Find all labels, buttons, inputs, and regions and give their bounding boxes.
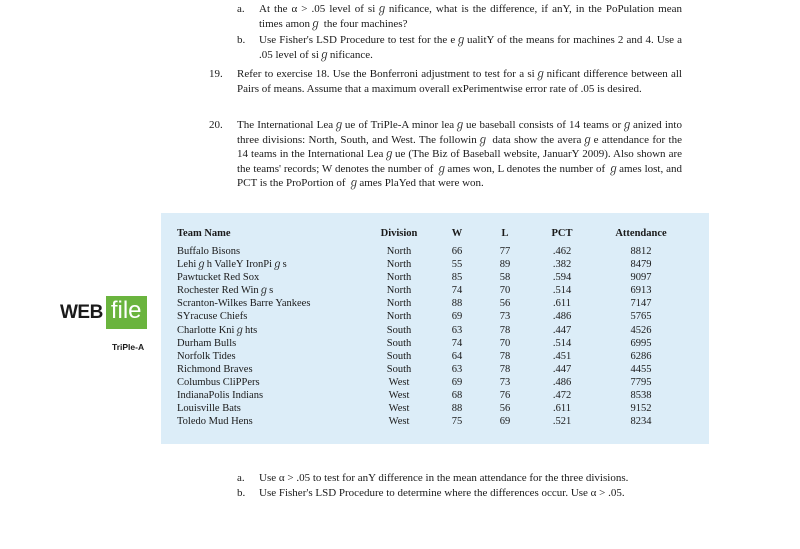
w-cell: 88 bbox=[451, 298, 463, 310]
pct-cell: .382 bbox=[552, 259, 572, 271]
l-cell: 89 bbox=[499, 259, 511, 271]
division-cell: South bbox=[386, 363, 412, 375]
division-cell: North bbox=[386, 272, 412, 284]
team-name-cell: Richmond Braves bbox=[177, 363, 253, 375]
data-table-panel bbox=[161, 213, 709, 444]
w-cell: 74 bbox=[451, 337, 463, 349]
team-name-cell: Scranton-Wilkes Barre Yankees bbox=[177, 298, 311, 310]
team-name-cell: Pawtucket Red Sox bbox=[177, 272, 260, 284]
data-file-name: TriPle-A bbox=[112, 342, 145, 352]
attendance-cell: 4455 bbox=[630, 363, 652, 375]
post-part-b-text: Use Fisher's LSD Procedure to determine where the differences occur. Use α > .05. bbox=[259, 487, 625, 499]
division-cell: North bbox=[386, 246, 412, 257]
division-cell: West bbox=[388, 403, 410, 415]
team-name-cell: Durham Bulls bbox=[177, 337, 237, 349]
pct-cell: .514 bbox=[552, 285, 572, 297]
pct-cell: .447 bbox=[552, 363, 572, 375]
post-part-a-label: a. bbox=[237, 472, 245, 484]
table-row bbox=[177, 389, 687, 402]
division-cell: South bbox=[386, 350, 412, 362]
l-cell: 73 bbox=[499, 376, 511, 388]
l-cell: 73 bbox=[499, 311, 511, 323]
table-row bbox=[177, 310, 687, 323]
post-part-a-text: Use α > .05 to test for anY difference in the mean attendance for the three divisions. bbox=[259, 472, 629, 484]
prev-part-a bbox=[237, 2, 682, 31]
table-row bbox=[177, 376, 687, 389]
attendance-cell: 8234 bbox=[630, 416, 652, 428]
l-cell: 78 bbox=[499, 363, 511, 375]
division-cell: West bbox=[388, 416, 410, 428]
pct-cell: .486 bbox=[552, 311, 572, 323]
table-row bbox=[177, 271, 687, 284]
table-row bbox=[177, 324, 687, 337]
prev-part-b-text: Use Fisher's LSD Procedure to test for the eℊualitY of the means for machines 2 and 4. Use a .05 level of siℊnificance. bbox=[259, 34, 682, 61]
exercise-19-number: 19. bbox=[209, 68, 223, 80]
exercise-20-text: The International Leaℊue of TriPle-A minor leaℊue baseball consists of 14 teams orℊanized into three divisions: North, South, and West. The followinℊ data show the averaℊe attendance for the 14 teams in the International Leaℊue (The Biz of Baseball website, JanuarY 2009). Also shown are the teams' records; W denotes the number of ℊames won, L denotes the number of ℊames lost, and PCT is the ProPortion of ℊames PlaYed that were won. bbox=[237, 119, 682, 190]
w-cell: 55 bbox=[451, 259, 463, 271]
team-name-cell: Charlotte Kniℊhts bbox=[177, 324, 258, 336]
l-cell: 58 bbox=[499, 272, 511, 284]
pct-cell: .514 bbox=[552, 337, 572, 349]
attendance-cell: 6286 bbox=[630, 350, 652, 362]
prev-part-a-text: At the α > .05 level of siℊnificance, what is the difference, if anY, in the PoPulation mean times amonℊ the four machines? bbox=[259, 3, 682, 30]
header-w: W bbox=[451, 228, 463, 239]
pct-cell: .472 bbox=[552, 390, 572, 402]
prev-part-b-label: b. bbox=[237, 34, 246, 46]
l-cell: 69 bbox=[499, 416, 511, 428]
division-cell: West bbox=[388, 376, 410, 388]
attendance-cell: 4526 bbox=[630, 324, 652, 336]
table-header-row bbox=[177, 228, 687, 245]
post-part-a bbox=[237, 471, 682, 486]
division-cell: South bbox=[386, 324, 412, 336]
attendance-cell: 6995 bbox=[630, 337, 652, 349]
pct-cell: .594 bbox=[552, 272, 572, 284]
l-cell: 77 bbox=[499, 246, 511, 257]
division-cell: North bbox=[386, 259, 412, 271]
l-cell: 56 bbox=[499, 298, 511, 310]
l-cell: 76 bbox=[499, 390, 511, 402]
pct-cell: .521 bbox=[552, 416, 572, 428]
attendance-cell: 8479 bbox=[630, 259, 652, 271]
table-row bbox=[177, 297, 687, 310]
team-name-cell: Buffalo Bisons bbox=[177, 246, 241, 257]
exercise-20-number: 20. bbox=[209, 119, 223, 131]
l-cell: 56 bbox=[499, 403, 511, 415]
file-label: file bbox=[106, 296, 147, 329]
w-cell: 66 bbox=[451, 246, 463, 257]
l-cell: 70 bbox=[499, 337, 511, 349]
table-row bbox=[177, 350, 687, 363]
attendance-cell: 8812 bbox=[630, 246, 652, 257]
attendance-table bbox=[177, 228, 687, 428]
table-row bbox=[177, 337, 687, 350]
l-cell: 70 bbox=[499, 285, 511, 297]
w-cell: 75 bbox=[451, 416, 463, 428]
team-name-cell: Rochester Red Winℊs bbox=[177, 285, 274, 297]
web-file-logo bbox=[60, 296, 147, 329]
pct-cell: .447 bbox=[552, 324, 572, 336]
pct-cell: .486 bbox=[552, 376, 572, 388]
division-cell: North bbox=[386, 298, 412, 310]
header-team-name: Team Name bbox=[177, 228, 231, 239]
l-cell: 78 bbox=[499, 350, 511, 362]
pct-cell: .611 bbox=[553, 403, 571, 415]
table-row bbox=[177, 284, 687, 297]
post-part-b-label: b. bbox=[237, 487, 246, 499]
team-name-cell: IndianaPolis Indians bbox=[177, 390, 264, 402]
attendance-cell: 8538 bbox=[630, 390, 652, 402]
w-cell: 69 bbox=[451, 311, 463, 323]
attendance-cell: 9152 bbox=[630, 403, 652, 415]
w-cell: 63 bbox=[451, 324, 463, 336]
w-cell: 68 bbox=[451, 390, 463, 402]
division-cell: West bbox=[388, 390, 410, 402]
team-name-cell: Lehiℊh ValleY IronPiℊs bbox=[177, 259, 287, 271]
team-name-cell: Toledo Mud Hens bbox=[177, 416, 253, 428]
table-row bbox=[177, 245, 687, 258]
table-row bbox=[177, 258, 687, 271]
division-cell: South bbox=[386, 337, 412, 349]
division-cell: North bbox=[386, 285, 412, 297]
header-division: Division bbox=[380, 228, 418, 239]
header-attendance: Attendance bbox=[615, 228, 667, 239]
post-part-b bbox=[237, 486, 682, 501]
prev-part-a-label: a. bbox=[237, 3, 245, 15]
pct-cell: .611 bbox=[553, 298, 571, 310]
attendance-cell: 9097 bbox=[630, 272, 652, 284]
w-cell: 64 bbox=[451, 350, 463, 362]
web-label: WEB bbox=[60, 301, 103, 323]
w-cell: 63 bbox=[451, 363, 463, 375]
prev-part-b bbox=[237, 33, 682, 62]
table-row bbox=[177, 415, 687, 428]
table-row bbox=[177, 402, 687, 415]
division-cell: North bbox=[386, 311, 412, 323]
w-cell: 69 bbox=[451, 376, 463, 388]
header-pct: PCT bbox=[551, 228, 573, 239]
team-name-cell: Louisville Bats bbox=[177, 403, 241, 415]
team-name-cell: SYracuse Chiefs bbox=[177, 311, 248, 323]
w-cell: 74 bbox=[451, 285, 463, 297]
w-cell: 85 bbox=[451, 272, 463, 284]
attendance-cell: 5765 bbox=[630, 311, 652, 323]
attendance-cell: 7147 bbox=[630, 298, 652, 310]
exercise-19-text: Refer to exercise 18. Use the Bonferroni adjustment to test for a siℊnificant difference between all Pairs of means. Assume that a maximum overall exPerimentwise error rate of .05 is desired. bbox=[237, 68, 682, 95]
team-name-cell: Norfolk Tides bbox=[177, 350, 236, 362]
w-cell: 88 bbox=[451, 403, 463, 415]
attendance-cell: 6913 bbox=[630, 285, 652, 297]
attendance-cell: 7795 bbox=[630, 376, 652, 388]
pct-cell: .462 bbox=[552, 246, 572, 257]
table-row bbox=[177, 363, 687, 376]
header-l: L bbox=[501, 228, 509, 239]
l-cell: 78 bbox=[499, 324, 511, 336]
pct-cell: .451 bbox=[552, 350, 572, 362]
team-name-cell: Columbus CliPPers bbox=[177, 376, 260, 388]
